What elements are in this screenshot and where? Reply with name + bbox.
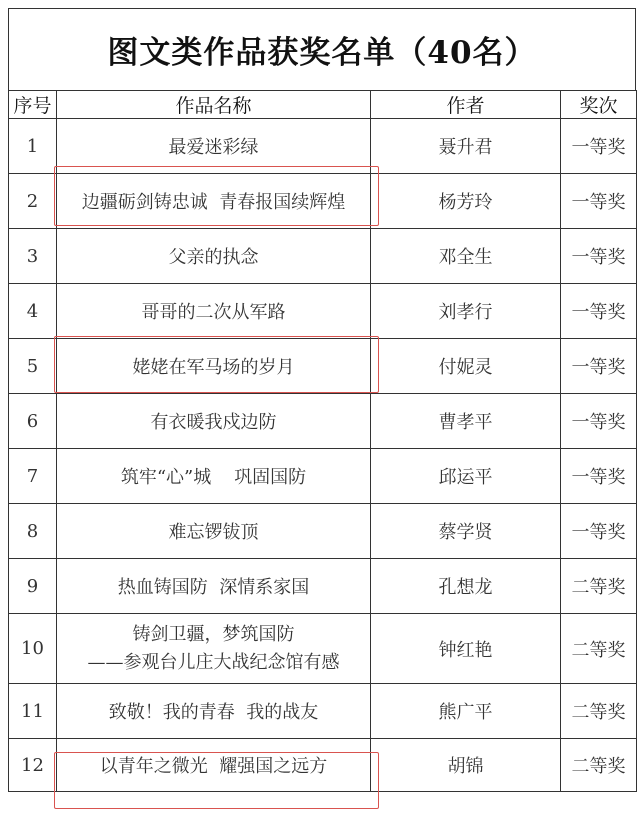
cell-no: 6 [9,394,57,449]
table-row [9,504,637,559]
cell-no: 3 [9,229,57,284]
cell-author: 杨芳玲 [371,174,561,229]
cell-work: 难忘锣钹顶 [57,504,371,559]
cell-no: 10 [9,614,57,684]
table-row [9,739,637,792]
cell-author: 熊广平 [371,684,561,739]
cell-author: 邓全生 [371,229,561,284]
cell-author: 钟红艳 [371,614,561,684]
table-row [9,229,637,284]
table-row [9,284,637,339]
award-table [8,90,637,792]
cell-award: 一等奖 [561,449,637,504]
cell-award: 一等奖 [561,174,637,229]
cell-award: 一等奖 [561,284,637,339]
cell-award: 二等奖 [561,684,637,739]
cell-author: 聂升君 [371,119,561,174]
header-no: 序号 [9,91,57,119]
cell-no: 1 [9,119,57,174]
cell-no: 7 [9,449,57,504]
cell-work-line2: ——参观台儿庄大战纪念馆有感 [87,651,340,673]
cell-author: 付妮灵 [371,339,561,394]
table-row [9,119,637,174]
page-title: 图文类作品获奖名单（40名） [8,8,636,90]
cell-author: 孔想龙 [371,559,561,614]
cell-award: 一等奖 [561,394,637,449]
cell-work: 父亲的执念 [57,229,371,284]
header-award: 奖次 [561,91,637,119]
cell-no: 9 [9,559,57,614]
cell-award: 一等奖 [561,339,637,394]
cell-no: 8 [9,504,57,559]
cell-no: 2 [9,174,57,229]
cell-work: 哥哥的二次从军路 [57,284,371,339]
table-row [9,449,637,504]
cell-author: 邱运平 [371,449,561,504]
cell-no: 5 [9,339,57,394]
cell-no: 12 [9,739,57,792]
cell-author: 蔡学贤 [371,504,561,559]
cell-award: 一等奖 [561,229,637,284]
cell-award: 二等奖 [561,559,637,614]
cell-work-line1: 铸剑卫疆，梦筑国防 [132,623,295,645]
table-row [9,614,637,684]
cell-work: 边疆砺剑铸忠诚 青春报国续辉煌 [57,174,371,229]
header-work: 作品名称 [57,91,371,119]
cell-no: 11 [9,684,57,739]
table-row [9,339,637,394]
table-row [9,394,637,449]
cell-work: 以青年之微光 耀强国之远方 [57,739,371,792]
table-header-row [9,91,637,119]
cell-work [57,614,371,684]
cell-author: 曹孝平 [371,394,561,449]
cell-work: 致敬！我的青春 我的战友 [57,684,371,739]
table-row [9,174,637,229]
table-row [9,559,637,614]
cell-award: 一等奖 [561,504,637,559]
cell-work: 有衣暖我戍边防 [57,394,371,449]
cell-award: 二等奖 [561,739,637,792]
table-row [9,684,637,739]
cell-work: 姥姥在军马场的岁月 [57,339,371,394]
cell-author: 刘孝行 [371,284,561,339]
cell-work: 筑牢“心”城 巩固国防 [57,449,371,504]
cell-no: 4 [9,284,57,339]
cell-work: 最爱迷彩绿 [57,119,371,174]
cell-award: 一等奖 [561,119,637,174]
header-author: 作者 [371,91,561,119]
cell-award: 二等奖 [561,614,637,684]
cell-work: 热血铸国防 深情系家国 [57,559,371,614]
cell-author: 胡锦 [371,739,561,792]
